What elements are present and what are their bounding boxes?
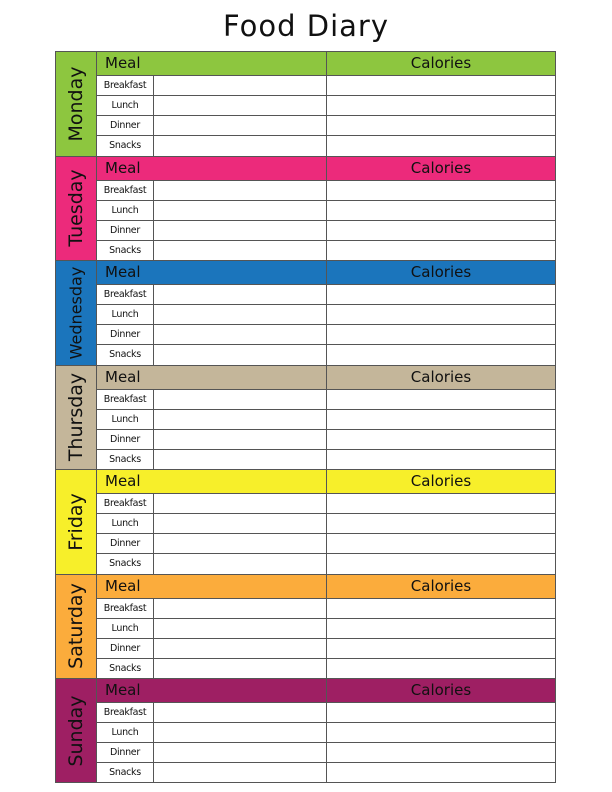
meal-entry-field[interactable] bbox=[154, 136, 327, 155]
day-header-row bbox=[97, 261, 555, 285]
meal-row bbox=[97, 410, 555, 430]
day-meal-table bbox=[97, 679, 555, 782]
calories-entry-field[interactable] bbox=[327, 221, 555, 240]
meal-name: Lunch bbox=[97, 96, 154, 115]
meal-entry-field[interactable] bbox=[154, 703, 327, 722]
meal-name: Breakfast bbox=[97, 285, 154, 304]
meal-row bbox=[97, 345, 555, 364]
meal-name: Lunch bbox=[97, 514, 154, 533]
calories-entry-field[interactable] bbox=[327, 599, 555, 618]
meal-column-header: Meal bbox=[97, 157, 327, 180]
meal-name: Lunch bbox=[97, 201, 154, 220]
meal-column-header: Meal bbox=[97, 470, 327, 493]
calories-entry-field[interactable] bbox=[327, 514, 555, 533]
day-section-monday bbox=[55, 51, 556, 156]
meal-name: Breakfast bbox=[97, 599, 154, 618]
calories-entry-field[interactable] bbox=[327, 430, 555, 449]
meal-row bbox=[97, 534, 555, 554]
calories-entry-field[interactable] bbox=[327, 450, 555, 469]
meal-name: Snacks bbox=[97, 136, 154, 155]
day-meal-table bbox=[97, 366, 555, 470]
meal-row bbox=[97, 723, 555, 743]
meal-row bbox=[97, 305, 555, 325]
meal-entry-field[interactable] bbox=[154, 639, 327, 658]
meal-column-header: Meal bbox=[97, 52, 327, 75]
day-header-row bbox=[97, 157, 555, 181]
meal-column-header: Meal bbox=[97, 679, 327, 702]
meal-name: Lunch bbox=[97, 305, 154, 324]
meal-entry-field[interactable] bbox=[154, 494, 327, 513]
calories-column-header: Calories bbox=[410, 576, 472, 595]
meal-name: Dinner bbox=[97, 534, 154, 553]
calories-entry-field[interactable] bbox=[327, 76, 555, 95]
meal-entry-field[interactable] bbox=[154, 554, 327, 573]
day-meal-table bbox=[97, 470, 555, 574]
meal-row bbox=[97, 659, 555, 678]
day-label-cell bbox=[56, 470, 97, 574]
meal-name: Dinner bbox=[97, 639, 154, 658]
food-diary-table bbox=[55, 51, 556, 783]
calories-column-header: Calories bbox=[410, 158, 472, 177]
meal-name: Breakfast bbox=[97, 703, 154, 722]
day-header-row bbox=[97, 679, 555, 703]
calories-entry-field[interactable] bbox=[327, 703, 555, 722]
meal-row bbox=[97, 221, 555, 241]
meal-entry-field[interactable] bbox=[154, 390, 327, 409]
meal-name: Dinner bbox=[97, 325, 154, 344]
day-section-tuesday bbox=[55, 156, 556, 261]
meal-entry-field[interactable] bbox=[154, 305, 327, 324]
day-label-cell bbox=[56, 157, 97, 261]
meal-entry-field[interactable] bbox=[154, 743, 327, 762]
meal-entry-field[interactable] bbox=[154, 325, 327, 344]
meal-row bbox=[97, 390, 555, 410]
calories-entry-field[interactable] bbox=[327, 345, 555, 364]
calories-column-header: Calories bbox=[410, 472, 472, 490]
meal-name: Breakfast bbox=[97, 494, 154, 513]
meal-row bbox=[97, 76, 555, 96]
calories-entry-field[interactable] bbox=[327, 619, 555, 638]
meal-name: Snacks bbox=[97, 450, 154, 469]
calories-column-header: Calories bbox=[410, 263, 472, 281]
meal-name: Dinner bbox=[97, 116, 154, 135]
calories-entry-field[interactable] bbox=[327, 659, 555, 678]
day-header-row bbox=[97, 52, 555, 76]
meal-row bbox=[97, 96, 555, 116]
meal-name: Breakfast bbox=[97, 76, 154, 95]
day-label-cell bbox=[56, 679, 97, 782]
meal-name: Dinner bbox=[97, 430, 154, 449]
calories-entry-field[interactable] bbox=[327, 181, 555, 200]
meal-entry-field[interactable] bbox=[154, 534, 327, 553]
meal-name: Lunch bbox=[97, 619, 154, 638]
meal-column-header: Meal bbox=[97, 366, 327, 389]
calories-entry-field[interactable] bbox=[327, 639, 555, 658]
meal-row bbox=[97, 514, 555, 534]
day-label-cell bbox=[56, 52, 97, 156]
meal-row bbox=[97, 241, 555, 260]
day-section-saturday bbox=[55, 574, 556, 679]
calories-entry-field[interactable] bbox=[327, 305, 555, 324]
meal-row bbox=[97, 325, 555, 345]
day-meal-table bbox=[97, 575, 555, 679]
meal-row bbox=[97, 116, 555, 136]
meal-entry-field[interactable] bbox=[154, 285, 327, 304]
meal-entry-field[interactable] bbox=[154, 599, 327, 618]
meal-column-header: Meal bbox=[97, 575, 327, 598]
meal-entry-field[interactable] bbox=[154, 659, 327, 678]
calories-entry-field[interactable] bbox=[327, 763, 555, 782]
meal-name: Lunch bbox=[97, 410, 154, 429]
calories-entry-field[interactable] bbox=[327, 723, 555, 742]
day-name: Thursday bbox=[65, 373, 87, 462]
meal-row bbox=[97, 763, 555, 782]
meal-row bbox=[97, 619, 555, 639]
calories-entry-field[interactable] bbox=[327, 241, 555, 260]
meal-entry-field[interactable] bbox=[154, 723, 327, 742]
meal-row bbox=[97, 285, 555, 305]
calories-entry-field[interactable] bbox=[327, 743, 555, 762]
meal-entry-field[interactable] bbox=[154, 763, 327, 782]
day-name: Tuesday bbox=[65, 169, 87, 247]
meal-name: Dinner bbox=[97, 221, 154, 240]
meal-row bbox=[97, 703, 555, 723]
meal-row bbox=[97, 201, 555, 221]
calories-entry-field[interactable] bbox=[327, 201, 555, 220]
day-label-cell bbox=[56, 261, 97, 365]
day-meal-table bbox=[97, 52, 555, 156]
meal-entry-field[interactable] bbox=[154, 619, 327, 638]
meal-row bbox=[97, 494, 555, 514]
meal-name: Snacks bbox=[97, 554, 154, 573]
calories-column-header: Calories bbox=[410, 54, 472, 72]
day-meal-table bbox=[97, 157, 555, 261]
calories-entry-field[interactable] bbox=[327, 96, 555, 115]
meal-entry-field[interactable] bbox=[154, 345, 327, 364]
meal-name: Breakfast bbox=[97, 390, 154, 409]
meal-name: Breakfast bbox=[97, 181, 154, 200]
day-section-sunday bbox=[55, 678, 556, 783]
day-label-cell bbox=[56, 575, 97, 679]
meal-entry-field[interactable] bbox=[154, 116, 327, 135]
day-meal-table bbox=[97, 261, 555, 365]
meal-entry-field[interactable] bbox=[154, 76, 327, 95]
calories-entry-field[interactable] bbox=[327, 136, 555, 155]
meal-row bbox=[97, 554, 555, 573]
meal-entry-field[interactable] bbox=[154, 96, 327, 115]
page-title: Food Diary bbox=[222, 9, 389, 43]
day-name: Monday bbox=[65, 66, 87, 142]
meal-row bbox=[97, 743, 555, 763]
day-name: Friday bbox=[65, 492, 87, 551]
day-name: Sunday bbox=[65, 694, 87, 767]
meal-row bbox=[97, 181, 555, 201]
day-section-friday bbox=[55, 469, 556, 574]
calories-entry-field[interactable] bbox=[327, 116, 555, 135]
meal-entry-field[interactable] bbox=[154, 410, 327, 429]
calories-column-header: Calories bbox=[410, 367, 472, 386]
meal-entry-field[interactable] bbox=[154, 430, 327, 449]
meal-row bbox=[97, 136, 555, 155]
calories-column-header: Calories bbox=[410, 681, 472, 699]
meal-name: Dinner bbox=[97, 743, 154, 762]
meal-entry-field[interactable] bbox=[154, 450, 327, 469]
day-name: Wednesday bbox=[66, 266, 86, 360]
meal-name: Snacks bbox=[97, 763, 154, 782]
day-header-row bbox=[97, 470, 555, 494]
meal-column-header: Meal bbox=[97, 261, 327, 284]
meal-row bbox=[97, 639, 555, 659]
calories-entry-field[interactable] bbox=[327, 410, 555, 429]
day-section-thursday bbox=[55, 365, 556, 470]
day-header-row bbox=[97, 575, 555, 599]
meal-entry-field[interactable] bbox=[154, 181, 327, 200]
day-section-wednesday bbox=[55, 260, 556, 365]
day-label-cell bbox=[56, 366, 97, 470]
meal-row bbox=[97, 450, 555, 469]
calories-entry-field[interactable] bbox=[327, 325, 555, 344]
meal-entry-field[interactable] bbox=[154, 241, 327, 260]
meal-name: Snacks bbox=[97, 659, 154, 678]
day-header-row bbox=[97, 366, 555, 390]
meal-entry-field[interactable] bbox=[154, 201, 327, 220]
calories-entry-field[interactable] bbox=[327, 390, 555, 409]
day-name: Saturday bbox=[65, 583, 87, 670]
meal-name: Snacks bbox=[97, 241, 154, 260]
meal-entry-field[interactable] bbox=[154, 514, 327, 533]
meal-name: Lunch bbox=[97, 723, 154, 742]
meal-name: Snacks bbox=[97, 345, 154, 364]
calories-entry-field[interactable] bbox=[327, 494, 555, 513]
meal-row bbox=[97, 430, 555, 450]
calories-entry-field[interactable] bbox=[327, 554, 555, 573]
meal-row bbox=[97, 599, 555, 619]
meal-entry-field[interactable] bbox=[154, 221, 327, 240]
calories-entry-field[interactable] bbox=[327, 534, 555, 553]
calories-entry-field[interactable] bbox=[327, 285, 555, 304]
